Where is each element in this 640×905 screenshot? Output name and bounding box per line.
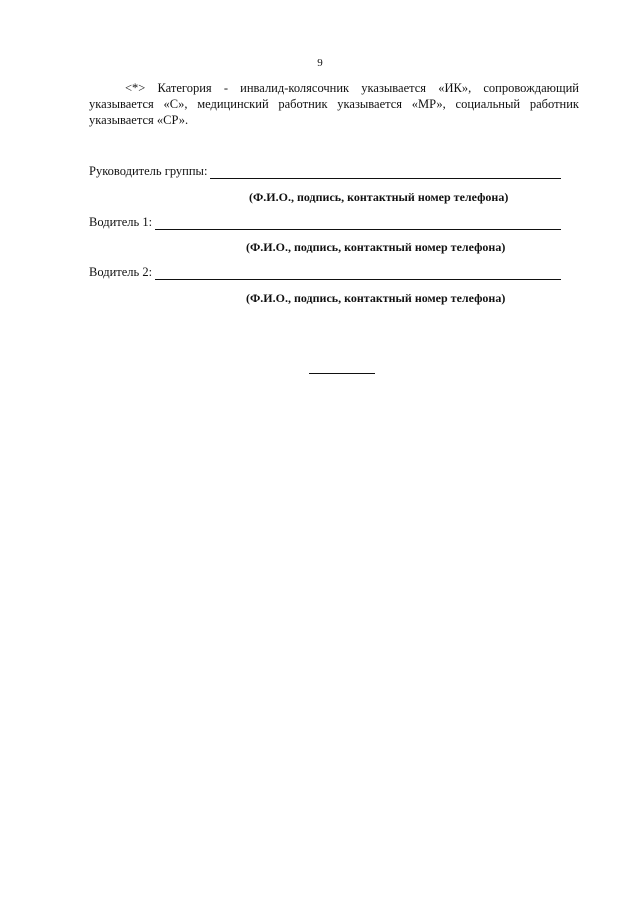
driver-1-signature-row	[89, 215, 561, 230]
category-footnote: <*> Категория - инвалид-колясочник указывается «ИК», сопровождающий указывается «С», медицинский работник указывается «МР», социальный работник указывается «СР».	[89, 81, 579, 127]
driver-2-signature-line	[155, 265, 561, 280]
driver-2-caption: (Ф.И.О., подпись, контактный номер телефона)	[246, 291, 506, 305]
group-leader-signature-row	[89, 164, 561, 179]
group-leader-label: Руководитель группы:	[89, 164, 208, 178]
page-number: 9	[317, 57, 323, 69]
group-leader-signature-line	[210, 164, 561, 179]
driver-1-caption: (Ф.И.О., подпись, контактный номер телефона)	[246, 240, 506, 254]
driver-2-signature-row	[89, 265, 561, 280]
end-of-document-rule	[309, 373, 375, 374]
driver-1-signature-line	[155, 215, 561, 230]
group-leader-caption: (Ф.И.О., подпись, контактный номер телефона)	[249, 190, 509, 204]
driver-1-label: Водитель 1:	[89, 215, 153, 229]
driver-2-label: Водитель 2:	[89, 265, 153, 279]
